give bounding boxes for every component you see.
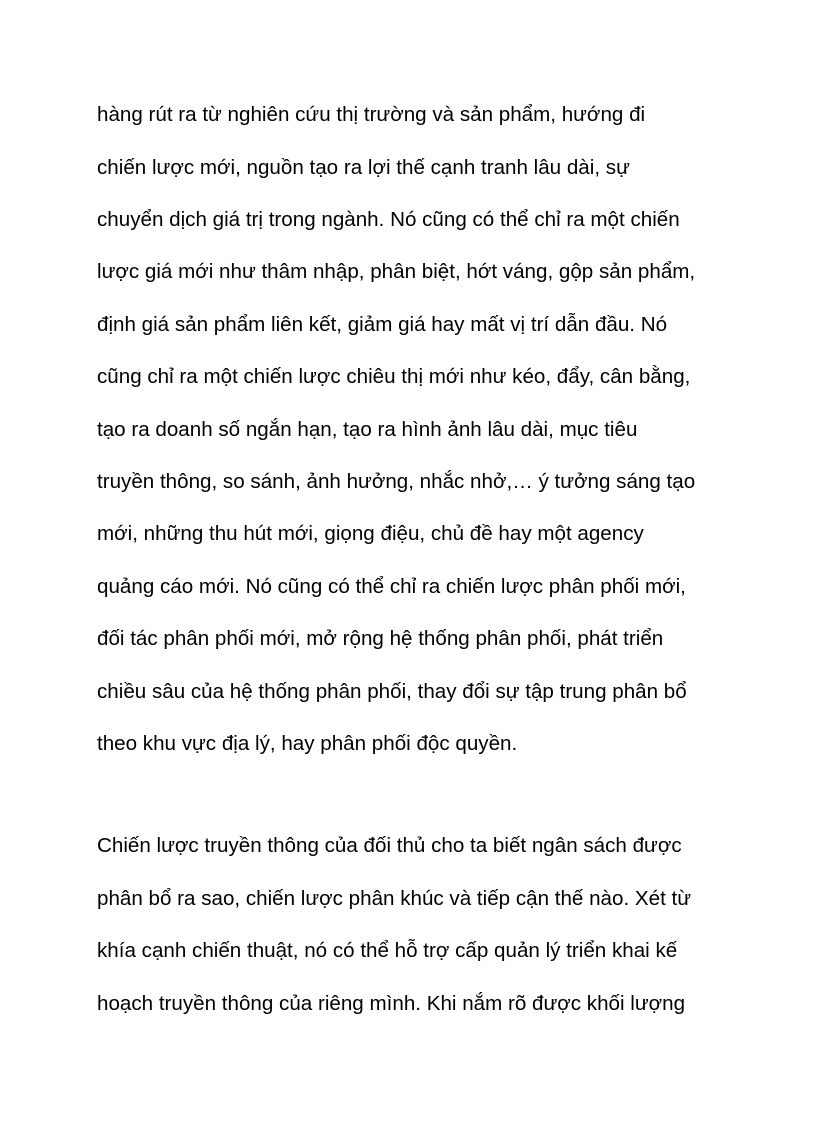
paragraph-line: phân bổ ra sao, chiến lược phân khúc và tiếp cận thế nào. Xét từ [97,887,692,910]
paragraph-line: cũng chỉ ra một chiến lược chiêu thị mới như kéo, đẩy, cân bằng, [97,365,691,388]
paragraph-line: lược giá mới như thâm nhập, phân biệt, hớt váng, gộp sản phẩm, [97,260,696,283]
paragraph-line: khía cạnh chiến thuật, nó có thể hỗ trợ cấp quản lý triển khai kế [97,939,678,962]
paragraph-line: hàng rút ra từ nghiên cứu thị trường và sản phẩm, hướng đi [97,103,646,126]
paragraph-line: định giá sản phẩm liên kết, giảm giá hay mất vị trí dẫn đầu. Nó [97,313,668,336]
paragraph-line: đối tác phân phối mới, mở rộng hệ thống phân phối, phát triển [97,627,664,650]
paragraph-line: chiến lược mới, nguồn tạo ra lợi thế cạnh tranh lâu dài, sự [97,156,630,179]
paragraph-line: mới, những thu hút mới, giọng điệu, chủ đề hay một agency [97,522,644,545]
paragraph-line: Chiến lược truyền thông của đối thủ cho ta biết ngân sách được [97,834,682,857]
paragraph-line: tạo ra doanh số ngắn hạn, tạo ra hình ảnh lâu dài, mục tiêu [97,418,638,441]
paragraph-line: chuyển dịch giá trị trong ngành. Nó cũng có thể chỉ ra một chiến [97,208,680,231]
paragraph-line: theo khu vực địa lý, hay phân phối độc quyền. [97,732,518,755]
paragraph-line: truyền thông, so sánh, ảnh hưởng, nhắc nhở,… ý tưởng sáng tạo [97,470,696,493]
paragraph-line: hoạch truyền thông của riêng mình. Khi nắm rõ được khối lượng [97,992,686,1015]
paragraph-line: chiều sâu của hệ thống phân phối, thay đổi sự tập trung phân bổ [97,680,687,703]
paragraph-line: quảng cáo mới. Nó cũng có thể chỉ ra chiến lược phân phối mới, [97,575,686,598]
